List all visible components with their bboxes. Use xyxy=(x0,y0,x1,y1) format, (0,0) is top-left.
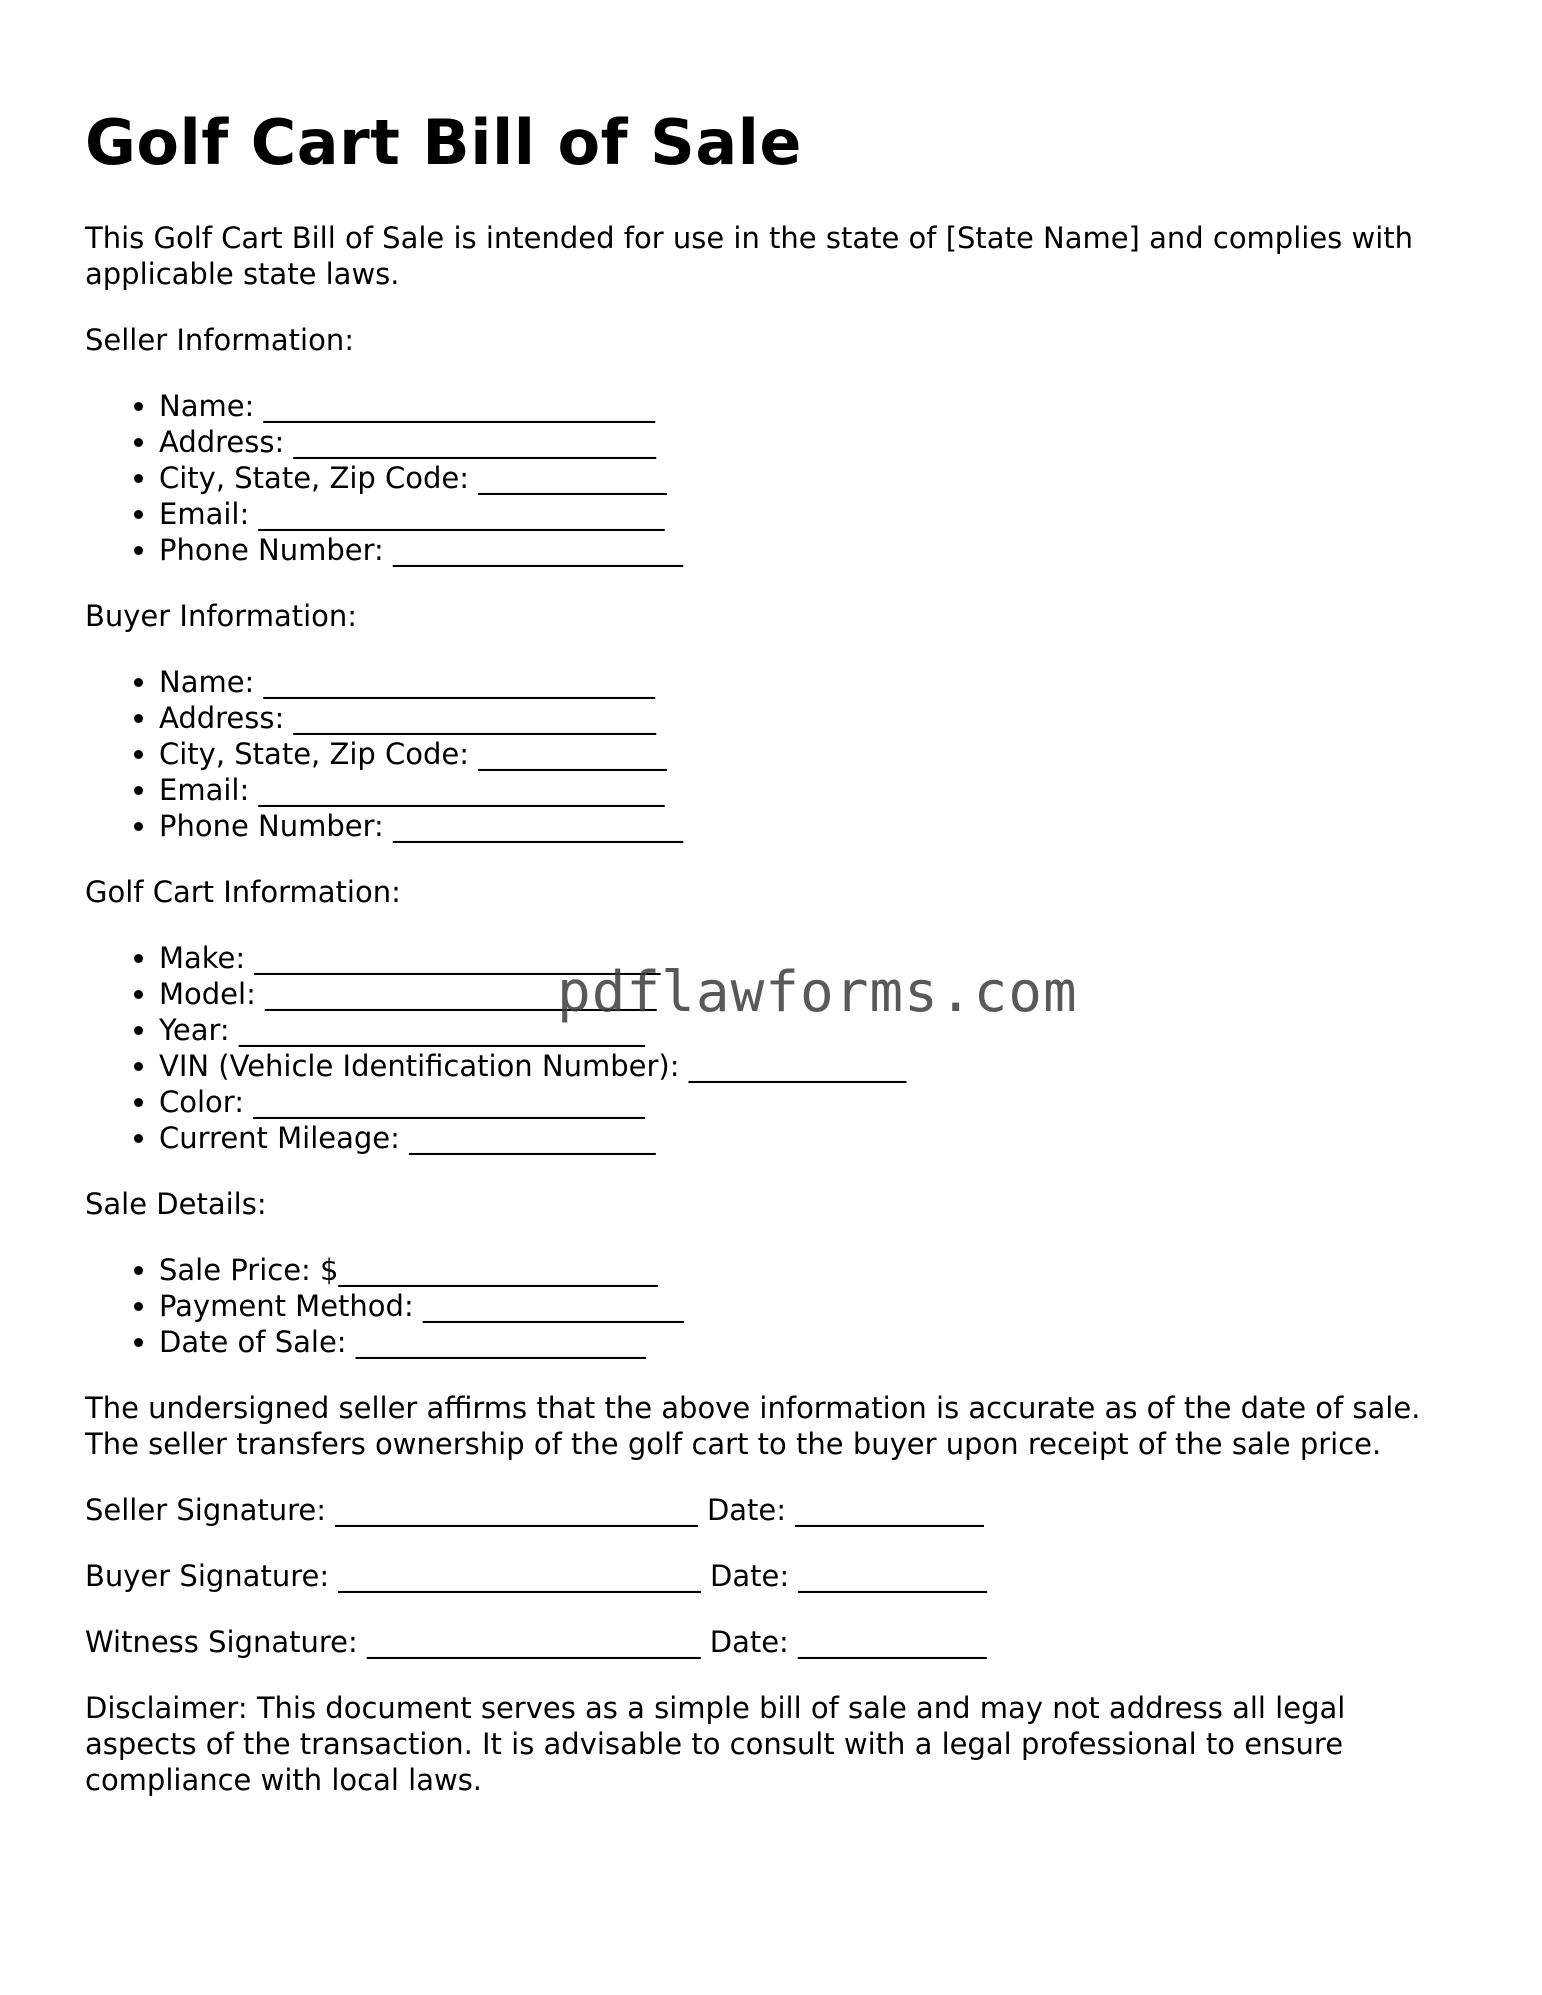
seller-name-field: • Name: ___________________________ xyxy=(159,388,1465,424)
sale-fields xyxy=(85,1252,1465,1360)
sale-heading: Sale Details: xyxy=(85,1187,267,1221)
date-of-sale-field: • Date of Sale: ____________________ xyxy=(159,1324,1465,1360)
buyer-phone-field: • Phone Number: ____________________ xyxy=(159,808,1465,844)
cart-color-field: • Color: ___________________________ xyxy=(159,1084,1465,1120)
cart-heading: Golf Cart Information: xyxy=(85,875,401,909)
affirmation-paragraph: The undersigned seller affirms that the above information is accurate as of the date of sale. The seller transfers ownership of the golf cart to the buyer upon receipt of the sale price. xyxy=(85,1391,1421,1461)
document-body xyxy=(85,220,1465,1828)
cart-make-field: • Make: ____________________________ xyxy=(159,940,1465,976)
cart-year-field: • Year: ____________________________ xyxy=(159,1012,1465,1048)
seller-signature-line: Seller Signature: _________________________ Date: _____________ xyxy=(85,1493,984,1527)
buyer-heading: Buyer Information: xyxy=(85,599,358,633)
seller-city-state-zip-field: • City, State, Zip Code: _____________ xyxy=(159,460,1465,496)
cart-mileage-field: • Current Mileage: _________________ xyxy=(159,1120,1465,1156)
seller-email-field: • Email: ____________________________ xyxy=(159,496,1465,532)
buyer-email-field: • Email: ____________________________ xyxy=(159,772,1465,808)
buyer-fields xyxy=(85,664,1465,844)
cart-model-field: • Model: ___________________________ xyxy=(159,976,1465,1012)
sale-price-field: • Sale Price: $______________________ xyxy=(159,1252,1465,1288)
payment-method-field: • Payment Method: __________________ xyxy=(159,1288,1465,1324)
intro-paragraph: This Golf Cart Bill of Sale is intended for use in the state of [State Name] and complies with applicable state laws. xyxy=(85,221,1414,291)
cart-vin-field: • VIN (Vehicle Identification Number): _______________ xyxy=(159,1048,1465,1084)
buyer-address-field: • Address: _________________________ xyxy=(159,700,1465,736)
buyer-name-field: • Name: ___________________________ xyxy=(159,664,1465,700)
seller-fields xyxy=(85,388,1465,568)
buyer-signature-line: Buyer Signature: _________________________ Date: _____________ xyxy=(85,1559,987,1593)
disclaimer-paragraph: Disclaimer: This document serves as a simple bill of sale and may not address all legal aspects of the transaction. It is advisable to consult with a legal professional to ensure compliance with local laws. xyxy=(85,1691,1346,1797)
witness-signature-line: Witness Signature: _______________________ Date: _____________ xyxy=(85,1625,987,1659)
seller-address-field: • Address: _________________________ xyxy=(159,424,1465,460)
cart-fields xyxy=(85,940,1465,1156)
seller-phone-field: • Phone Number: ____________________ xyxy=(159,532,1465,568)
seller-heading: Seller Information: xyxy=(85,323,354,357)
watermark: pdflawforms.com xyxy=(557,960,1078,1025)
document-title: Golf Cart Bill of Sale xyxy=(85,106,802,179)
buyer-city-state-zip-field: • City, State, Zip Code: _____________ xyxy=(159,736,1465,772)
